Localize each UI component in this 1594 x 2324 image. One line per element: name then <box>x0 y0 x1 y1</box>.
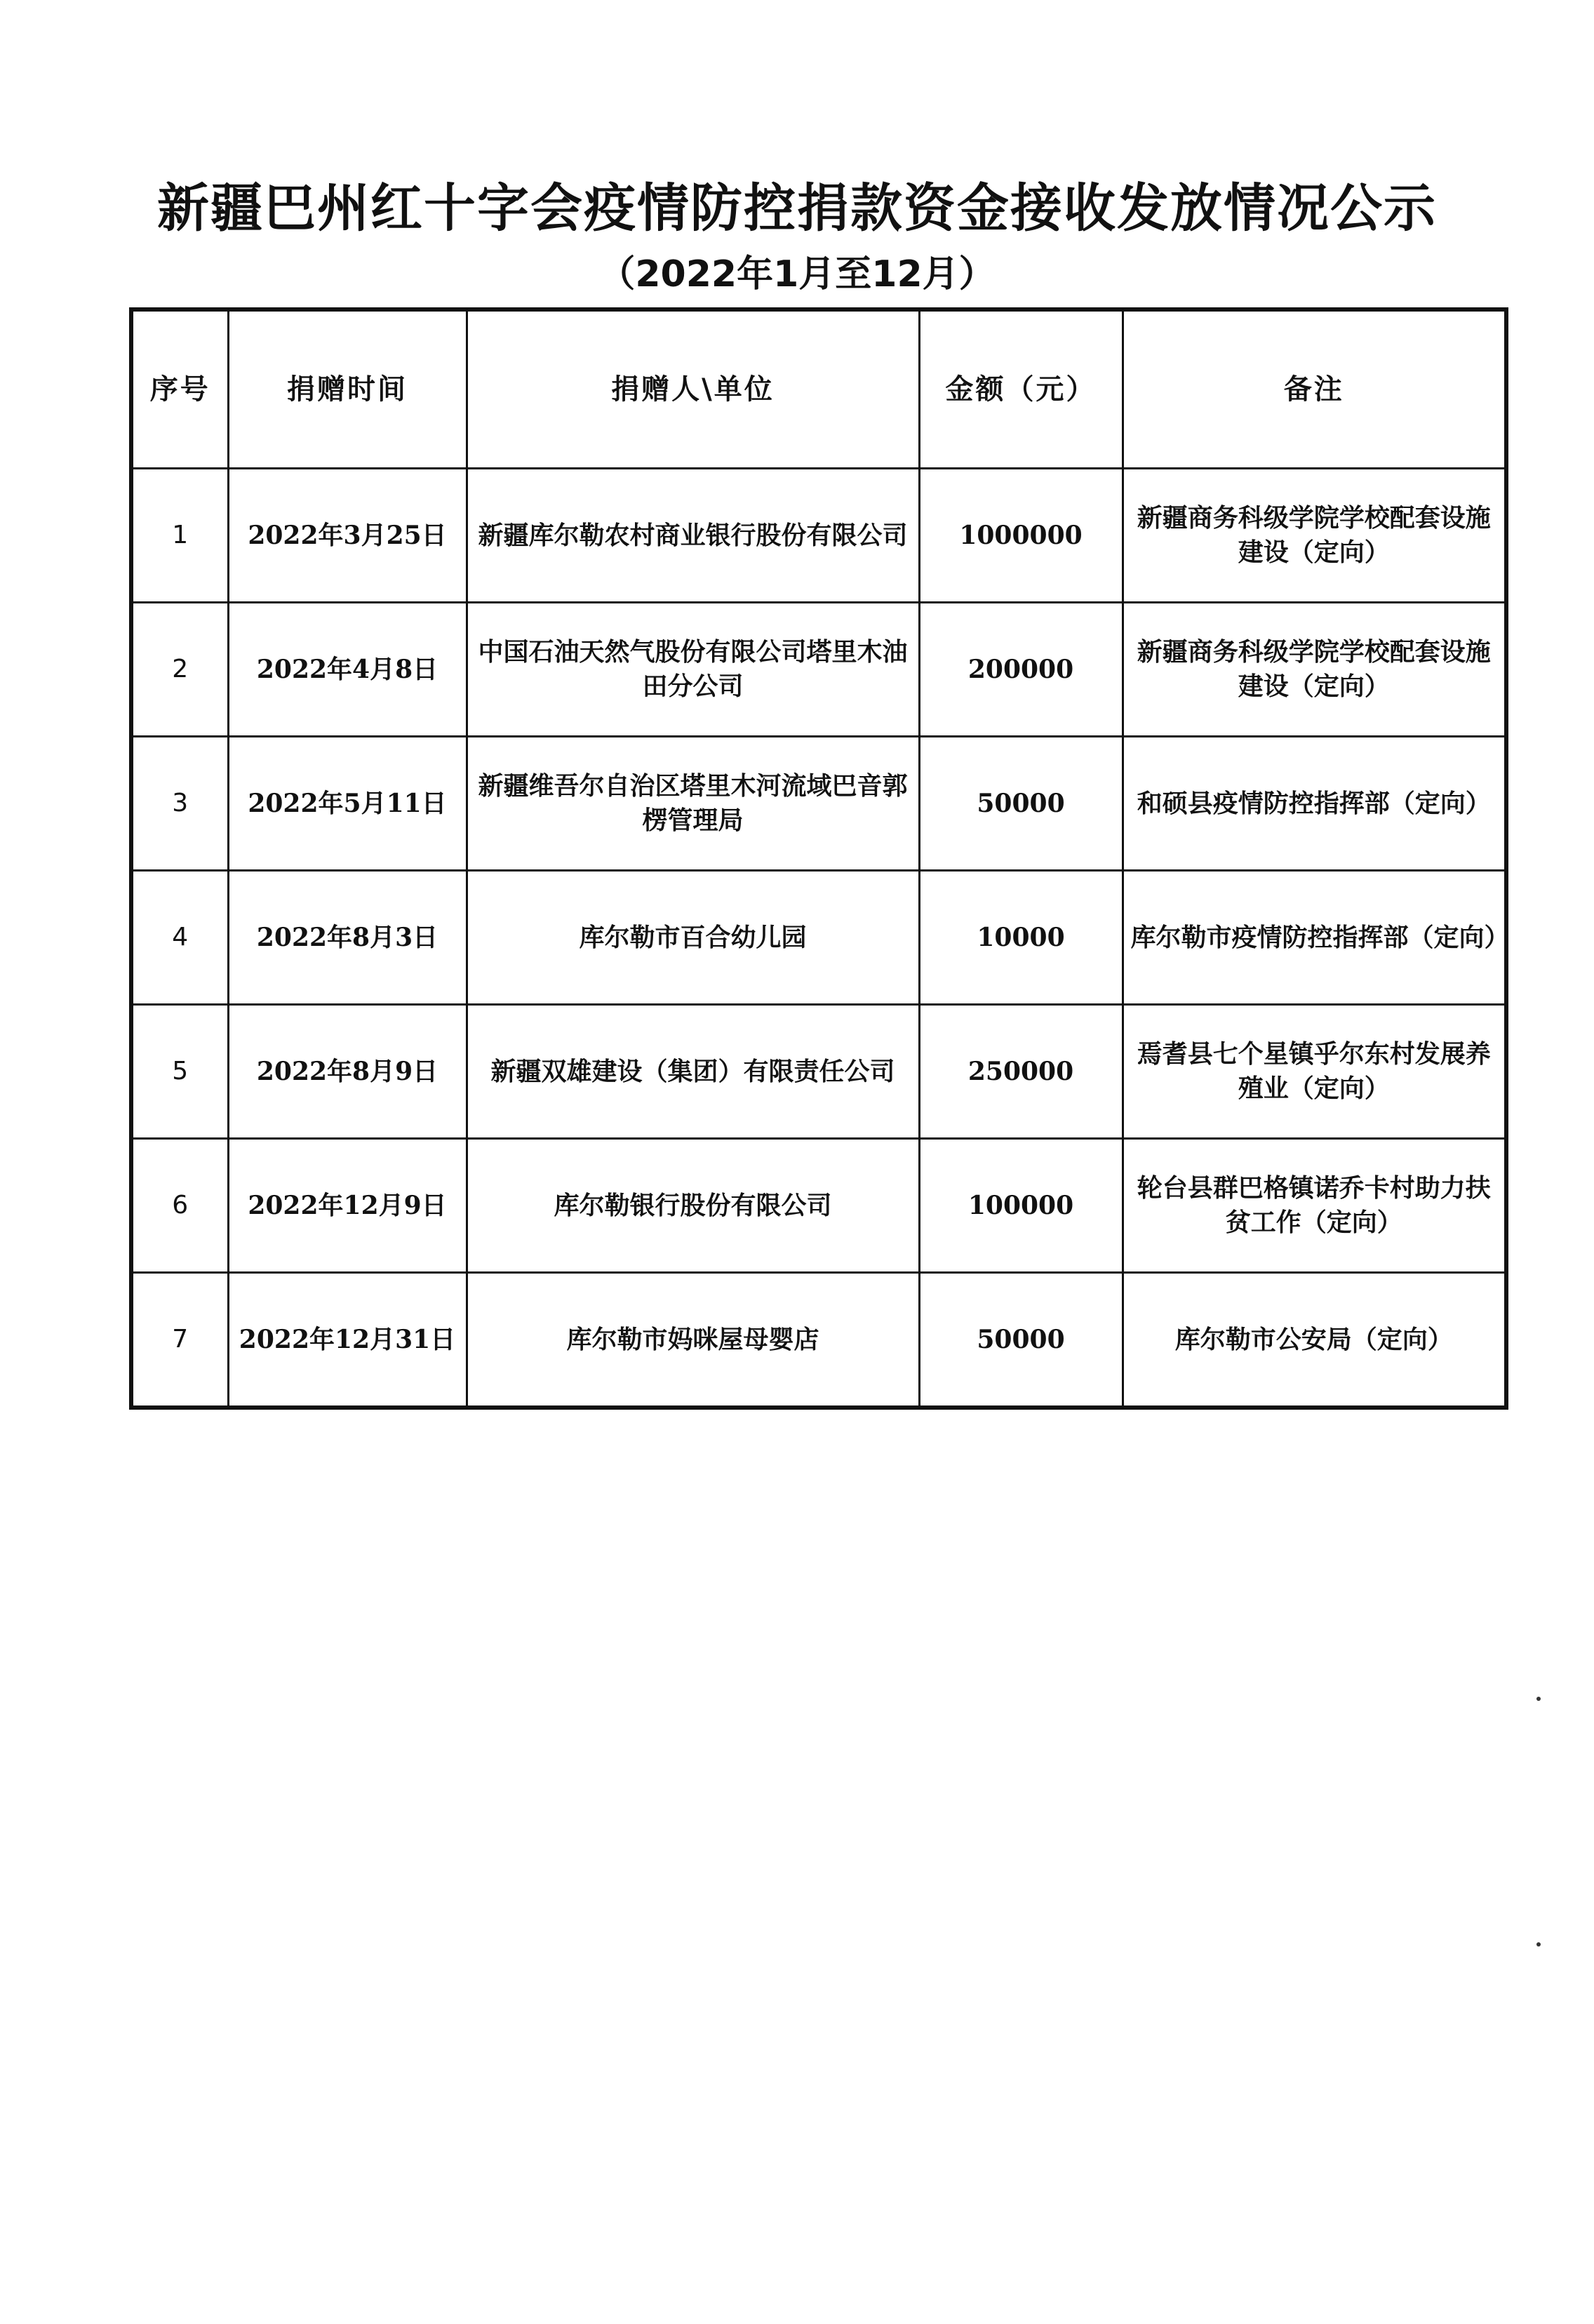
cell-donor: 新疆维吾尔自治区塔里木河流域巴音郭楞管理局 <box>467 737 919 871</box>
table-row <box>131 1273 1506 1408</box>
cell-donor: 新疆库尔勒农村商业银行股份有限公司 <box>467 469 919 603</box>
cell-seq: 4 <box>131 871 228 1005</box>
cell-amount: 200000 <box>919 603 1123 737</box>
cell-amount: 50000 <box>919 737 1123 871</box>
cell-amount: 10000 <box>919 871 1123 1005</box>
cell-donor: 库尔勒银行股份有限公司 <box>467 1139 919 1273</box>
cell-seq: 7 <box>131 1273 228 1408</box>
cell-note: 新疆商务科级学院学校配套设施建设（定向） <box>1123 469 1506 603</box>
document-subtitle: （2022年1月至12月） <box>598 253 996 295</box>
cell-note: 库尔勒市疫情防控指挥部（定向） <box>1123 871 1506 1005</box>
table-header-row <box>131 309 1506 469</box>
cell-seq: 5 <box>131 1005 228 1139</box>
cell-note: 新疆商务科级学院学校配套设施建设（定向） <box>1123 603 1506 737</box>
cell-date: 2022年8月3日 <box>228 871 467 1005</box>
cell-date: 2022年5月11日 <box>228 737 467 871</box>
table-row <box>131 737 1506 871</box>
cell-seq: 2 <box>131 603 228 737</box>
cell-note: 轮台县群巴格镇诺乔卡村助力扶贫工作（定向） <box>1123 1139 1506 1273</box>
header-seq: 序号 <box>131 309 228 469</box>
table-row <box>131 469 1506 603</box>
cell-donor: 新疆双雄建设（集团）有限责任公司 <box>467 1005 919 1139</box>
scan-speck <box>1536 1697 1541 1701</box>
header-amount: 金额（元） <box>919 309 1123 469</box>
cell-date: 2022年8月9日 <box>228 1005 467 1139</box>
cell-seq: 3 <box>131 737 228 871</box>
cell-note: 和硕县疫情防控指挥部（定向） <box>1123 737 1506 871</box>
cell-seq: 6 <box>131 1139 228 1273</box>
donation-table <box>129 307 1508 1410</box>
table-row <box>131 871 1506 1005</box>
cell-amount: 1000000 <box>919 469 1123 603</box>
table-row <box>131 1005 1506 1139</box>
cell-note: 库尔勒市公安局（定向） <box>1123 1273 1506 1408</box>
header-date: 捐赠时间 <box>228 309 467 469</box>
cell-donor: 中国石油天然气股份有限公司塔里木油田分公司 <box>467 603 919 737</box>
header-donor: 捐赠人\单位 <box>467 309 919 469</box>
cell-note: 焉耆县七个星镇乎尔东村发展养殖业（定向） <box>1123 1005 1506 1139</box>
table-row <box>131 603 1506 737</box>
cell-date: 2022年3月25日 <box>228 469 467 603</box>
scan-speck <box>1536 1942 1541 1946</box>
header-note: 备注 <box>1123 309 1506 469</box>
cell-amount: 100000 <box>919 1139 1123 1273</box>
cell-date: 2022年4月8日 <box>228 603 467 737</box>
cell-amount: 250000 <box>919 1005 1123 1139</box>
table-row <box>131 1139 1506 1273</box>
cell-seq: 1 <box>131 469 228 603</box>
cell-date: 2022年12月31日 <box>228 1273 467 1408</box>
document-title: 新疆巴州红十字会疫情防控捐款资金接收发放情况公示 <box>157 178 1437 239</box>
cell-amount: 50000 <box>919 1273 1123 1408</box>
cell-date: 2022年12月9日 <box>228 1139 467 1273</box>
cell-donor: 库尔勒市妈咪屋母婴店 <box>467 1273 919 1408</box>
cell-donor: 库尔勒市百合幼儿园 <box>467 871 919 1005</box>
